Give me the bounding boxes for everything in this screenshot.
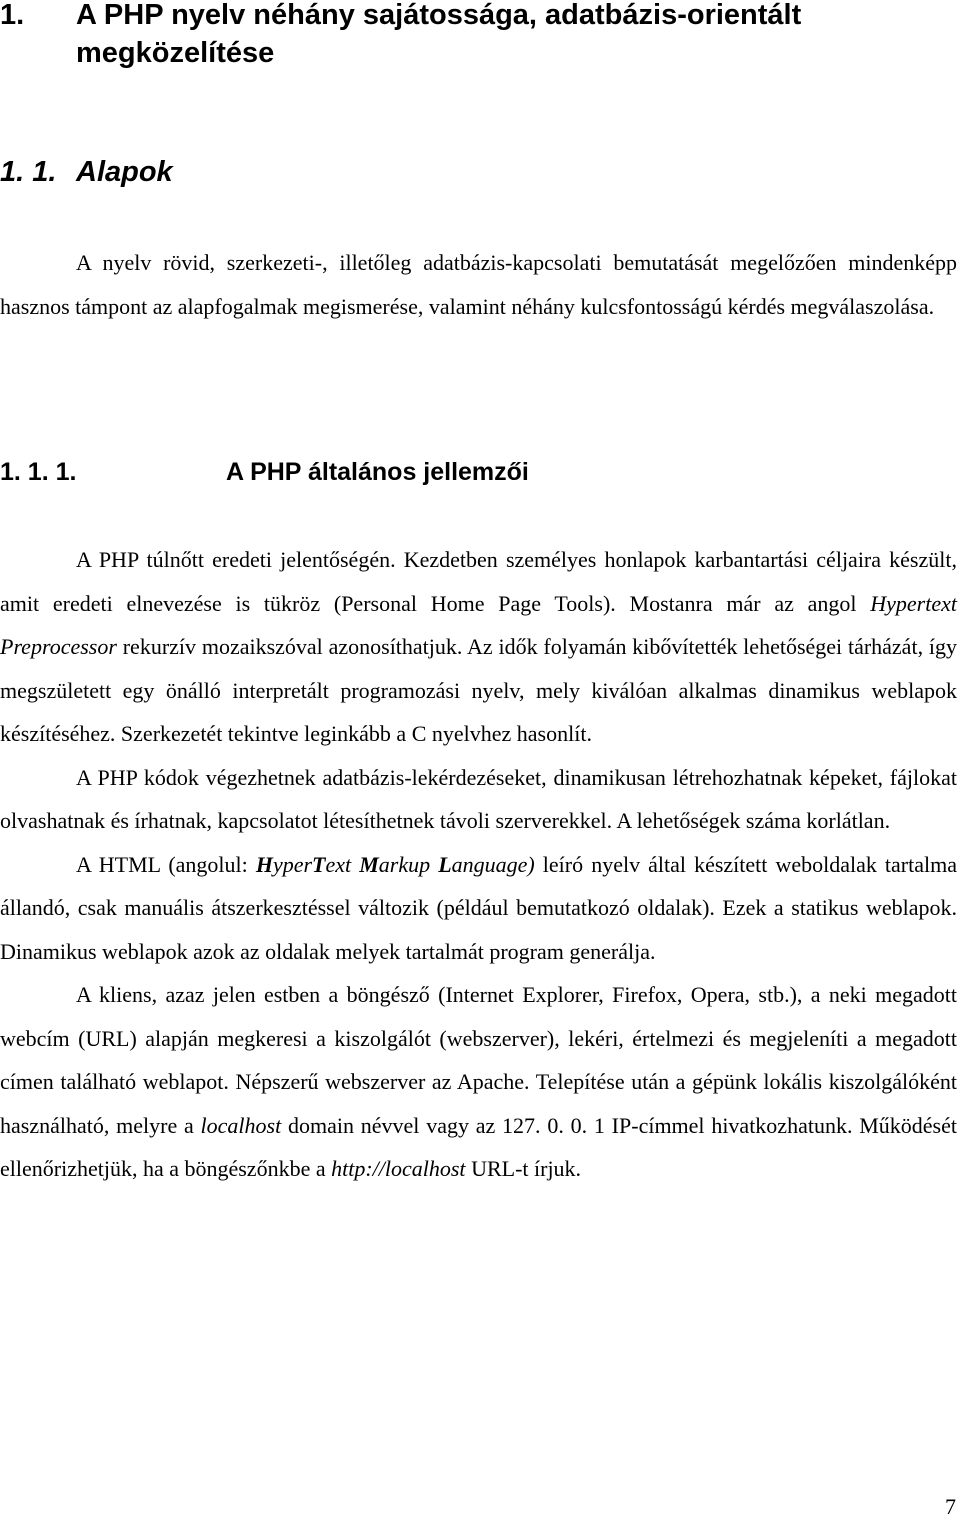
section-heading [0,153,960,193]
subsection-heading [0,455,960,491]
url-localhost: http://localhost [331,1156,466,1181]
page-number: 7 [945,1494,956,1519]
subsection-title: A PHP általános jellemzői [226,458,529,486]
chapter-number: 1. [0,0,25,31]
term-hypertext-markup-language: HyperText Markup Language) [255,851,535,877]
subsection-number: 1. 1. 1. [0,458,77,486]
paragraph-3: A HTML (angolul: HyperText Markup Language) leíró nyelv által készített weboldalak tartalma állandó, csak manuális átszerkesztéssel változik (például bemutatkozó oldalak). Ezek a statikus weblapok. Dinamikus weblapok azok az oldalak melyek tartalmát program generálja. [0,851,957,964]
section-title: Alapok [76,156,173,188]
section-number: 1. 1. [0,156,57,188]
term-hypertext-preprocessor: Hypertext Preprocessor [0,590,957,659]
intro-paragraph: A nyelv rövid, szerkezeti-, illetőleg adatbázis-kapcsolati bemutatását megelőzően mindenképp hasznos támpont az alapfogalmak megismerése, valamint néhány kulcsfontosságú kérdés megválaszolása. [0,250,957,319]
chapter-heading [0,0,960,76]
intro-block [0,241,957,328]
paragraph-2: A PHP kódok végezhetnek adatbázis-lekérdezéseket, dinamikusan létrehozhatnak képeket, fájlokat olvashatnak és írhatnak, kapcsolatot létesíthetnek távoli szerverekkel. A lehetőségek száma korlátlan. [0,764,957,833]
term-localhost: localhost [200,1112,282,1138]
chapter-title-line1: A PHP nyelv néhány sajátossága, adatbázis-orientált [76,0,802,31]
paragraph-1: A PHP túlnőtt eredeti jelentőségén. Kezdetben személyes honlapok karbantartási céljaira készült, amit eredeti elnevezése is tükröz (Personal Home Page Tools). Mostanra már az angol Hypertext Preprocessor rekurzív mozaikszóval azonosíthatjuk. Az idők folyamán kibővítették lehetőségei tárházát, így megszületett egy önálló interpretált programozási nyelv, mely kiválóan alkalmas dinamikus weblapok készítéséhez. Szerkezetét tekintve leginkább a C nyelvhez hasonlít. [0,547,957,746]
body-block [0,538,957,1191]
paragraph-4: A kliens, azaz jelen estben a böngésző (Internet Explorer, Firefox, Opera, stb.), a neki megadott webcím (URL) alapján megkeresi a kiszolgálót (webszerver), lekéri, értelmezi és megjeleníti a megadott címen található weblapot. Népszerű webszerver az Apache. Telepítése után a gépünk lokális kiszolgálóként használható, melyre a localhost domain névvel vagy az 127. 0. 0. 1 IP-címmel hivatkozhatunk. Működését ellenőrizhetjük, ha a böngészőnkbe a http://localhost URL-t írjuk. [0,982,957,1181]
chapter-title-line2: megközelítése [76,37,275,69]
